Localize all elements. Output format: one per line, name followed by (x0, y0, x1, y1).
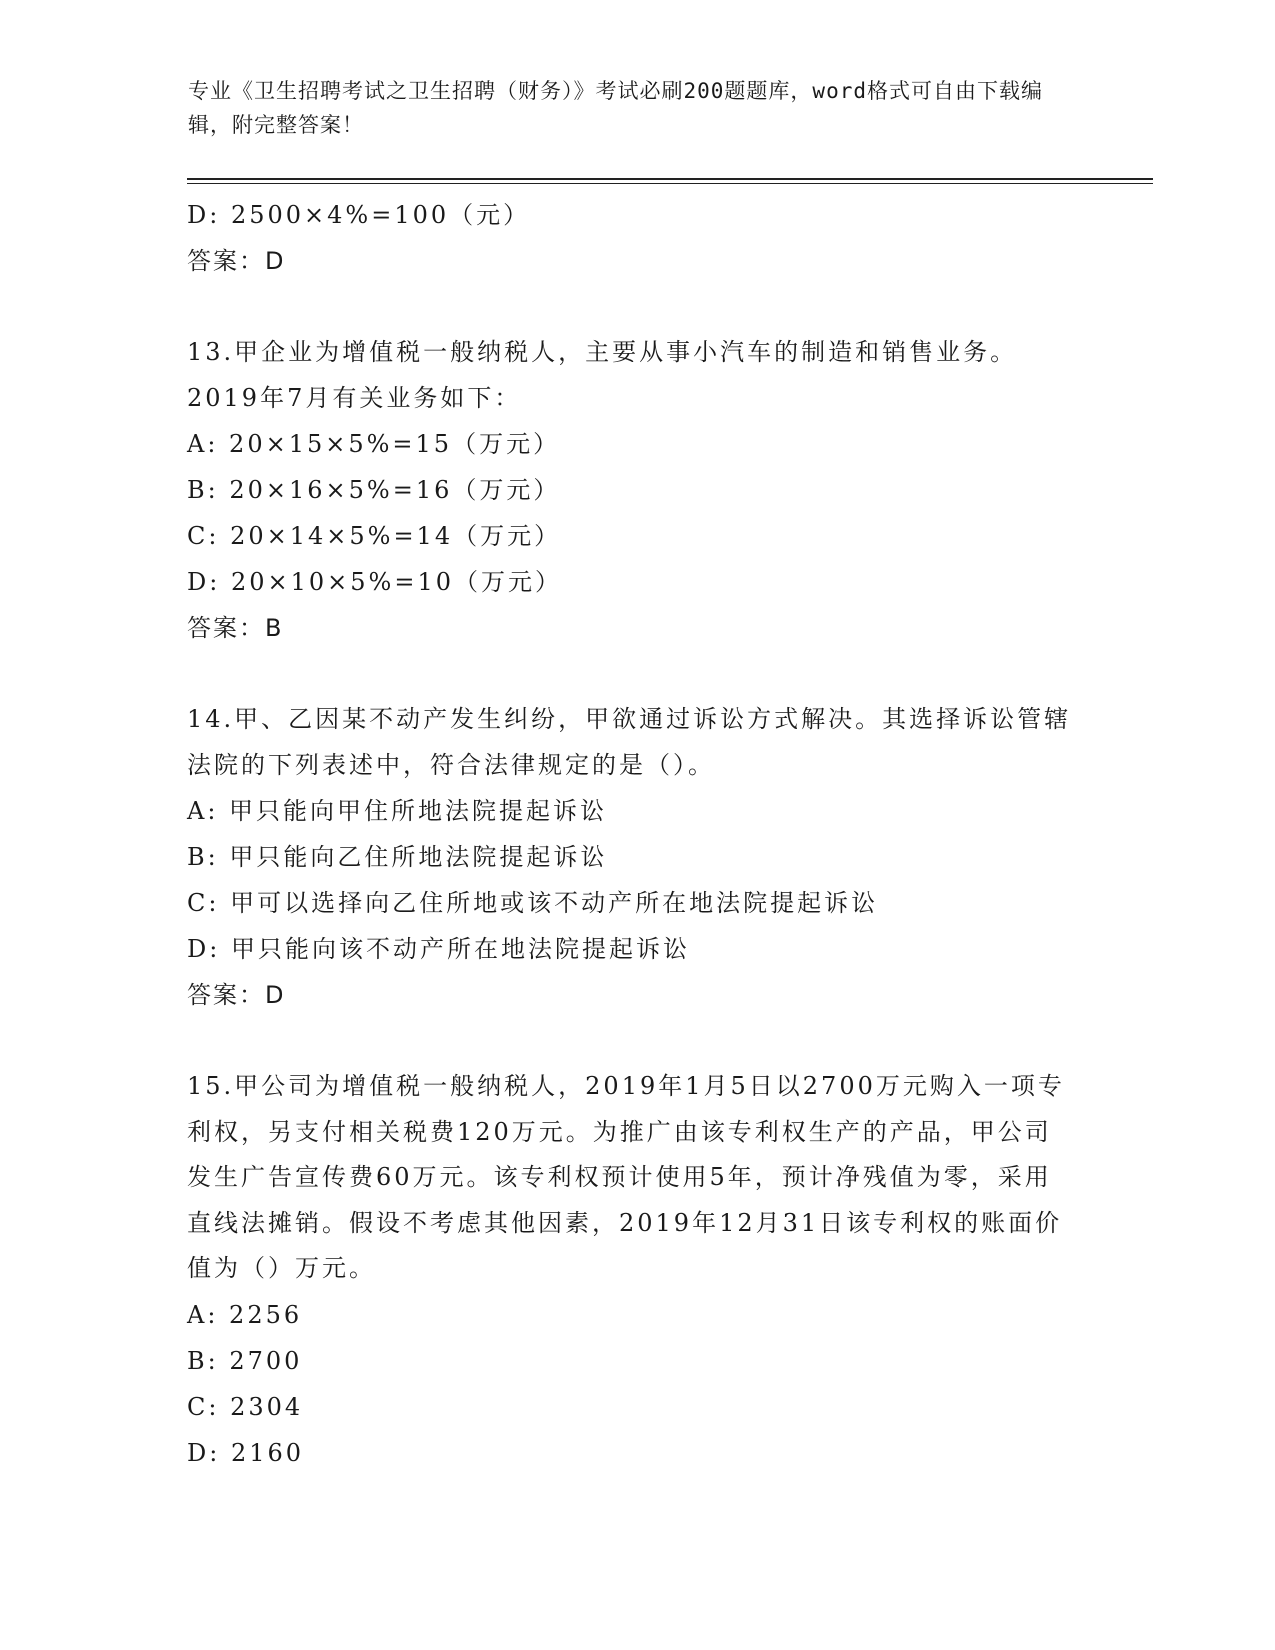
question-15 (187, 1064, 1077, 1476)
option-d: D: 20×10×5%=10（万元） (187, 568, 562, 596)
spacer (187, 284, 1077, 330)
option-b: B: 20×16×5%=16（万元） (187, 476, 561, 504)
option-d: D: 2500×4%=100（元） (187, 201, 531, 229)
option-d: D: 2160 (187, 1438, 305, 1467)
spacer (187, 1018, 1077, 1064)
question-stem: 14.甲、乙因某不动产发生纠纷，甲欲通过诉讼方式解决。其选择诉讼管辖法院的下列表述中，符合法律规定的是（）。 (187, 705, 1072, 779)
option-b: B: 甲只能向乙住所地法院提起诉讼 (187, 843, 608, 871)
answer-line: 答案：B (187, 614, 284, 642)
header-divider-thick (187, 178, 1153, 180)
document-header: 专业《卫生招聘考试之卫生招聘（财务）》考试必刷200题题库，word格式可自由下载编辑，附完整答案！ (188, 79, 1043, 137)
option-c: C: 20×14×5%=14（万元） (187, 522, 562, 550)
option-a: A: 2256 (187, 1300, 303, 1329)
question-14 (187, 697, 1077, 1018)
answer-line: 答案：D (187, 247, 286, 275)
option-a: A: 20×15×5%=15（万元） (187, 430, 561, 458)
header-divider-thin (187, 183, 1153, 184)
option-c: C: 2304 (187, 1392, 304, 1421)
option-c: C: 甲可以选择向乙住所地或该不动产所在地法院提起诉讼 (187, 889, 879, 917)
answer-line: 答案：D (187, 981, 286, 1009)
question-13 (187, 330, 1077, 651)
question-list (187, 192, 1077, 1476)
question-stem: 13.甲企业为增值税一般纳税人，主要从事小汽车的制造和销售业务。2019年7月有关业务如下： (187, 338, 1018, 412)
option-a: A: 甲只能向甲住所地法院提起诉讼 (187, 797, 608, 825)
spacer (187, 651, 1077, 697)
option-b: B: 2700 (187, 1346, 303, 1375)
option-d: D: 甲只能向该不动产所在地法院提起诉讼 (187, 935, 690, 963)
question-stem: 15.甲公司为增值税一般纳税人，2019年1月5日以2700万元购入一项专利权，另支付相关税费120万元。为推广由该专利权生产的产品，甲公司发生广告宣传费60万元。该专利权预计使用5年，预计净残值为零，采用直线法摊销。假设不考虑其他因素，2019年12月31日该专利权的账面价值为（）万元。 (187, 1072, 1065, 1282)
